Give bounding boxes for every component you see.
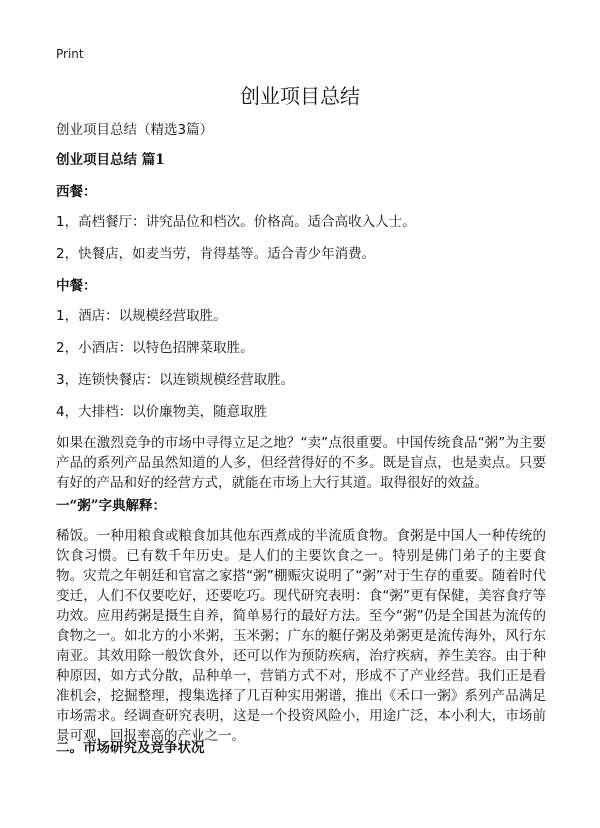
market-heading: 二。市场研究及竞争状况 (56, 740, 205, 756)
intro-paragraph: 如果在激烈竞争的市场中寻得立足之地？“卖”点很重要。中国传统食品“粥”为主要产品的系列产品虽然知道的人多，但经营得好的不多。既是盲点，也是卖点。只要有好的产品和好的经营方式，就能在市场上大行其道。取得很好的效益。 (56, 435, 546, 491)
chinese-heading: 中餐： (56, 278, 97, 294)
page-title: 创业项目总结 (240, 84, 360, 108)
section-heading: 创业项目总结 篇1 (56, 152, 165, 168)
definition-paragraph: 稀饭。一种用粮食或粮食加其他东西煮成的半流质食物。食粥是中国人一种传统的饮食习惯。已有数千年历史。是人们的主要饮食之一。特别是佛门弟子的主要食物。灾荒之年朝廷和官富之家搭“粥”棚赈灾说明了“粥”对于生存的重要。随着时代变迁，人们不仅要吃好，还要吃巧。现代研究表明：食“粥”更有保健，美容食疗等功效。应用药粥是摄生自养，简单易行的最好方法。至今“粥”仍是全国甚为流传的食物之一。如北方的小米粥，玉米粥；广东的艇仔粥及弟粥更是流传海外，风行东南亚。其效用除一般饮食外，还可以作为预防疾病，治疗疾病，养生美容。由于种种原因，如方式分散，品种单一，营销方式不对，形成不了产业经营。我们正是看准机会，挖掘整理，搜集选择了几百种实用粥谱，推出《禾口一粥》系列产品满足市场需求。经调查研究表明，这是一个投资风险小，用途广泛，本小利大，市场前景可观，回报率高的产业之一。 (56, 528, 546, 744)
list-item: 4，大排档：以价廉物美，随意取胜 (56, 404, 268, 420)
list-item: 2，快餐店，如麦当劳，肯得基等。适合青少年消费。 (56, 246, 376, 262)
list-item: 1，高档餐厅：讲究品位和档次。价格高。适合高收入人士。 (56, 214, 416, 230)
list-item: 3，连锁快餐店：以连锁规模经营取胜。 (56, 372, 295, 388)
western-heading: 西餐： (56, 184, 97, 200)
print-link[interactable]: Print (56, 47, 84, 61)
definition-heading: 一“粥”字典解释： (56, 498, 167, 514)
document-subtitle: 创业项目总结（精选3篇） (56, 122, 214, 138)
list-item: 2，小酒店：以特色招牌菜取胜。 (56, 340, 254, 356)
list-item: 1，酒店：以规模经营取胜。 (56, 308, 227, 324)
